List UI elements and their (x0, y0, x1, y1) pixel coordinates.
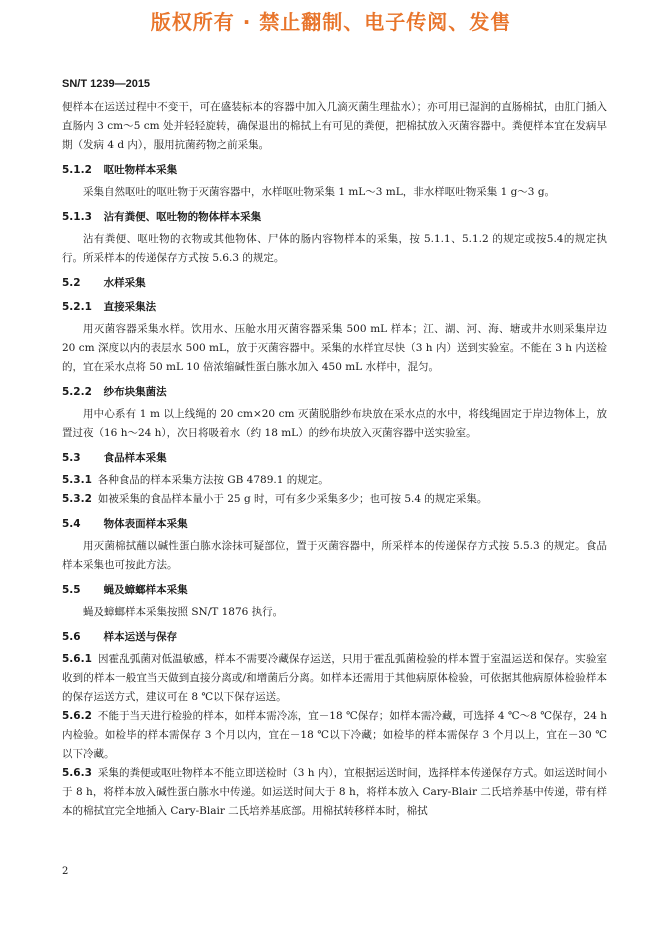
page-number: 2 (62, 866, 69, 877)
clause-5-3-1 (62, 471, 607, 490)
section-title: 直接采集法 (103, 301, 157, 313)
section-5-4-heading (62, 515, 607, 533)
intro-paragraph: 便样本在运送过程中不变干，可在盛装标本的容器中加入几滴灭菌生理盐水）；亦可用已湿润的直肠棉拭，由肛门插入直肠内 3 cm～5 cm 处并轻轻旋转，确保退出的棉拭上有可见的粪便，把棉拭放入灭菌容器中。粪便样本宜在发病早期（发病 4 d 内），服用抗菌药物之前采集。 (62, 101, 607, 151)
section-number: 5.1.3 (62, 211, 92, 223)
section-5-5-paragraph: 蝇及蟑螂样本采集按照 SN/T 1876 执行。 (83, 606, 284, 618)
section-number: 5.5 (62, 584, 81, 596)
section-5-5-heading (62, 581, 607, 599)
clause-5-6-2 (62, 707, 607, 764)
clause-number: 5.6.1 (62, 653, 92, 665)
section-title: 呕吐物样本采集 (103, 164, 178, 176)
section-5-1-2-heading (62, 161, 607, 179)
clause-5-6-1 (62, 650, 607, 707)
section-number: 5.4 (62, 518, 81, 530)
section-5-1-2-paragraph: 采集自然呕吐的呕吐物于灭菌容器中，水样呕吐物采集 1 mL～3 mL，非水样呕吐物采集 1 g～3 g。 (83, 186, 556, 198)
clause-text: 各种食品的样本采集方法按 GB 4789.1 的规定。 (97, 474, 329, 486)
section-number: 5.1.2 (62, 164, 92, 176)
section-5-6-heading (62, 628, 607, 646)
clause-text: 不能于当天进行检验的样本，如样本需冷冻，宜－18 ℃保存；如样本需冷藏，可选择 4 ℃～8 ℃保存，24 h 内检验。如检毕的样本需保存 3 个月以内，宜在－18 ℃以下冷藏；如检毕的样本需保存 3 个月以上，宜在－30 ℃以下冷藏。 (62, 710, 607, 760)
section-number: 5.2.1 (62, 301, 92, 313)
section-number: 5.3 (62, 452, 81, 464)
section-5-2-1-paragraph: 用灭菌容器采集水样。饮用水、压舱水用灭菌容器采集 500 mL 样本；江、湖、河、海、塘或井水则采集岸边 20 cm 深度以内的表层水 500 mL，放于灭菌容器中。采集的水样宜尽快（3 h 内）送到实验室。不能在 3 h 内送检的，宜在采水点将 50 mL 10 倍浓缩碱性蛋白胨水加入 450 mL 水样中，混匀。 (62, 323, 607, 373)
section-5-2-2-paragraph: 用中心系有 1 m 以上线绳的 20 cm×20 cm 灭菌脱脂纱布块放在采水点的水中，将线绳固定于岸边物体上，放置过夜（16 h～24 h），次日将吸着水（约 18 mL）的纱布块放入灭菌容器中送实验室。 (62, 408, 607, 439)
document-body (62, 98, 607, 821)
section-5-2-heading (62, 274, 607, 292)
clause-number: 5.3.2 (62, 493, 92, 505)
section-number: 5.6 (62, 631, 81, 643)
section-title: 物体表面样本采集 (103, 518, 188, 530)
section-title: 水样采集 (103, 277, 146, 289)
section-5-4-paragraph: 用灭菌棉拭蘸以碱性蛋白胨水涂抹可疑部位，置于灭菌容器中，所采样本的传递保存方式按 5.5.3 的规定。食品样本采集也可按此方法。 (62, 540, 607, 571)
clause-number: 5.6.2 (62, 710, 92, 722)
section-5-1-3-heading (62, 208, 607, 226)
section-5-2-2-heading (62, 383, 607, 401)
section-number: 5.2 (62, 277, 81, 289)
section-5-1-3-paragraph: 沾有粪便、呕吐物的衣物或其他物体、尸体的肠内容物样本的采集，按 5.1.1、5.1.2 的规定或按5.4的规定执行。所采样本的传递保存方式按 5.6.3 的规定。 (62, 233, 607, 264)
section-title: 样本运送与保存 (103, 631, 178, 643)
section-title: 蝇及蟑螂样本采集 (103, 584, 188, 596)
clause-5-3-2 (62, 490, 607, 509)
clause-text: 采集的粪便或呕吐物样本不能立即送检时（3 h 内），宜根据运送时间，选择样本传递保存方式。如运送时间小于 8 h，将样本放入碱性蛋白胨水中传递。如运送时间大于 8 h，将样本放入 Cary-Blair 二氏培养基中传递，带有样本的棉拭宜完全地插入 Cary-Blair 二氏培养基底部。用棉拭转移样本时，棉拭 (62, 767, 607, 817)
standard-code: SN/T 1239—2015 (62, 78, 151, 90)
clause-number: 5.3.1 (62, 474, 92, 486)
section-title: 纱布块集菌法 (103, 386, 167, 398)
clause-5-6-3 (62, 764, 607, 821)
clause-text: 因霍乱弧菌对低温敏感，样本不需要冷藏保存运送，只用于霍乱弧菌检验的样本置于室温运送和保存。实验室收到的样本一般宜当天做到直接分离或/和增菌后分离。如样本还需用于其他病原体检验，可依据其他病原体检验样本的保存运送方式，建议可在 8 ℃以下保存运送。 (62, 653, 607, 703)
clause-number: 5.6.3 (62, 767, 92, 779)
copyright-banner: 版权所有 · 禁止翻制、电子传阅、发售 (150, 10, 512, 34)
section-5-3-heading (62, 449, 607, 467)
section-number: 5.2.2 (62, 386, 92, 398)
section-5-2-1-heading (62, 298, 607, 316)
section-title: 食品样本采集 (103, 452, 167, 464)
section-title: 沾有粪便、呕吐物的物体样本采集 (103, 211, 262, 223)
clause-text: 如被采集的食品样本量小于 25 g 时，可有多少采集多少；也可按 5.4 的规定采集。 (97, 493, 488, 505)
